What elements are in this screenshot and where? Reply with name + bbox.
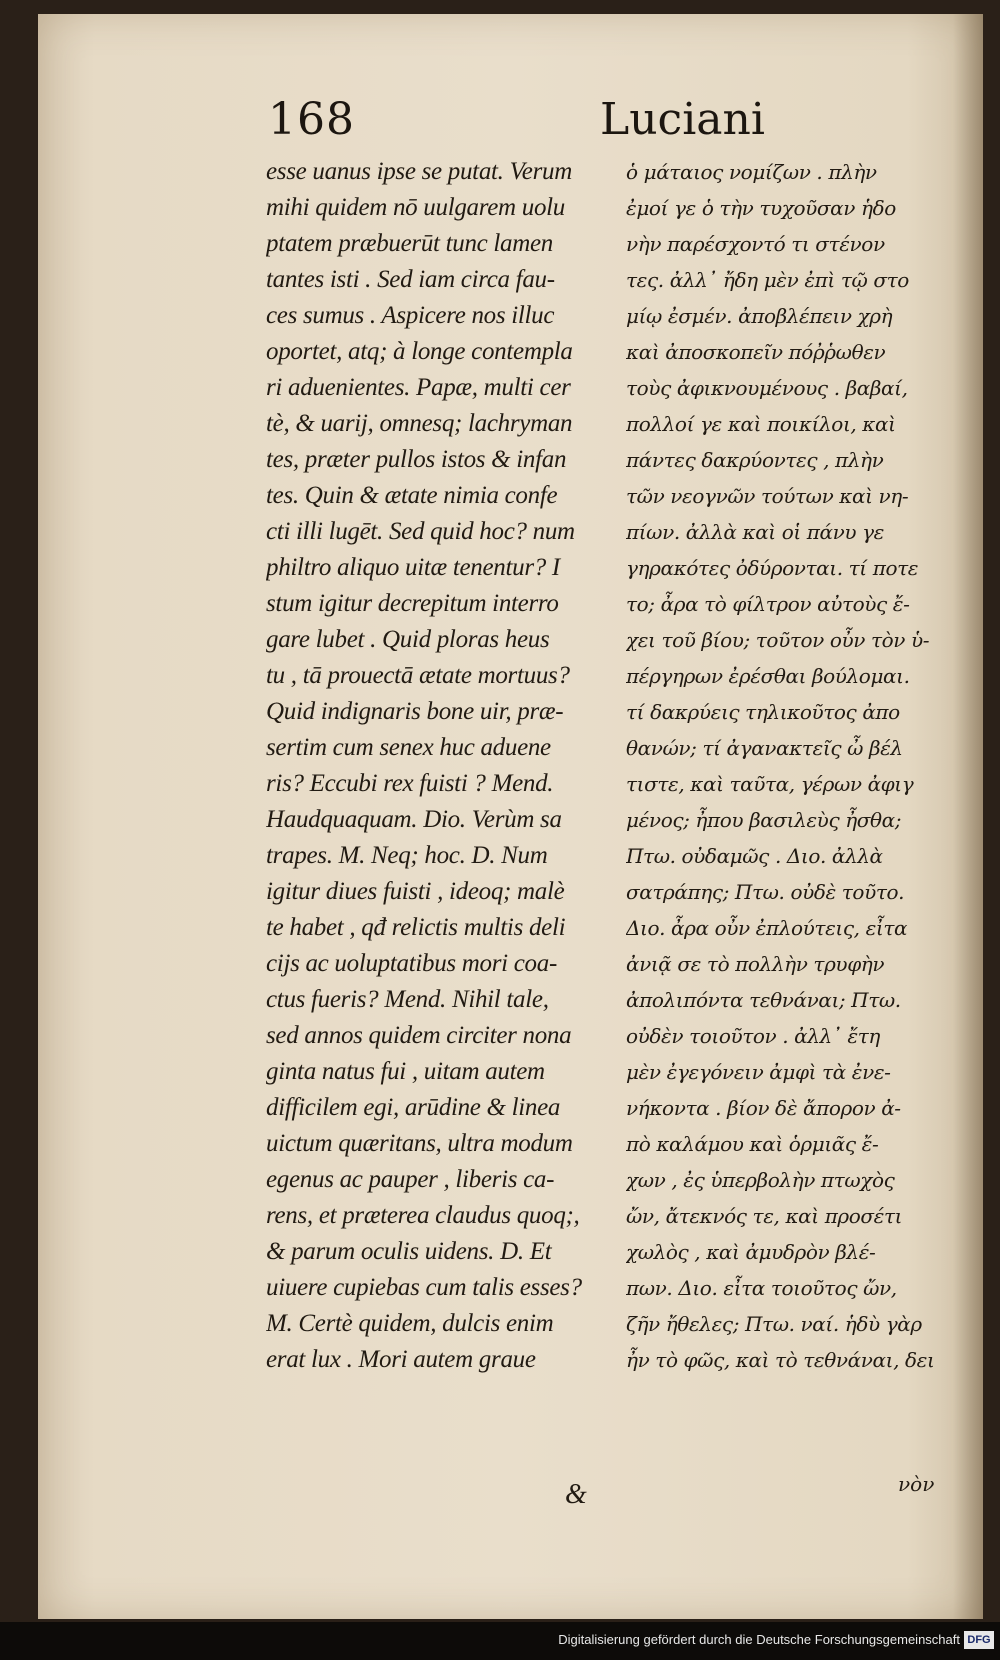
running-title: Luciani xyxy=(600,94,765,145)
text-line: Διο. ἆρα οὖν ἐπλούτεις, εἶτα xyxy=(626,916,908,940)
funding-credit: Digitalisierung gefördert durch die Deutsche Forschungsgemeinschaft xyxy=(558,1632,960,1647)
text-line: θανών; τί ἀγανακτεῖς ὦ βέλ xyxy=(626,736,903,760)
text-line: Haudquaquam. Dio. Verùm sa xyxy=(266,806,562,833)
text-line: M. Certè quidem, dulcis enim xyxy=(266,1310,554,1337)
text-line: μίῳ ἐσμέν. ἀποβλέπειν χρὴ xyxy=(626,304,893,328)
text-line: ptatem præbuerūt tunc lamen xyxy=(266,230,554,257)
text-line: cijs ac uoluptatibus mori coa- xyxy=(266,950,557,977)
text-line: ἀπολιπόντα τεθνάναι; Πτω. xyxy=(626,988,901,1012)
text-line: te habet , qđ relictis multis deli xyxy=(266,914,566,941)
text-line: ctus fueris? Mend. Nihil tale, xyxy=(266,986,549,1013)
text-line: tè, & uarij, omnesq; lachryman xyxy=(266,410,573,437)
text-line: tes, præter pullos istos & infan xyxy=(266,446,567,473)
text-line: ὁ μάταιος νομίζων . πλὴν xyxy=(626,160,877,184)
dfg-logo-icon: DFG xyxy=(964,1631,994,1649)
text-line: τῶν νεογνῶν τούτων καὶ νη- xyxy=(626,484,909,508)
footer-bar xyxy=(0,1622,1000,1660)
text-line: ginta natus fui , uitam autem xyxy=(266,1058,545,1085)
text-line: Quid indignaris bone uir, præ- xyxy=(266,698,564,725)
text-line: χωλὸς , καὶ ἀμυδρὸν βλέ- xyxy=(626,1240,876,1264)
text-line: ζῆν ἤθελες; Πτω. ναί. ἡδὺ γὰρ xyxy=(626,1312,922,1336)
text-line: νήκοντα . βίον δὲ ἄπορον ἀ- xyxy=(626,1096,901,1120)
text-line: mihi quidem nō uulgarem uolu xyxy=(266,194,565,221)
text-line: πέργηρων ἐρέσθαι βούλομαι. xyxy=(626,664,910,688)
text-line: tes. Quin & ætate nimia confe xyxy=(266,482,558,509)
text-line: uictum quæritans, ultra modum xyxy=(266,1130,573,1157)
text-line: Πτω. οὐδαμῶς . Διο. ἀλλὰ xyxy=(626,844,883,868)
text-line: ἀνιᾷ σε τὸ πολλὴν τρυφὴν xyxy=(626,952,885,976)
text-line: sertim cum senex huc aduene xyxy=(266,734,551,761)
catchword-greek: νὸν xyxy=(898,1472,935,1496)
text-line: ἐμοί γε ὁ τὴν τυχοῦσαν ἡδο xyxy=(626,196,896,220)
text-line: cti illi lugēt. Sed quid hoc? num xyxy=(266,518,575,545)
text-line: difficilem egi, arūdine & linea xyxy=(266,1094,561,1121)
text-line: rens, et præterea claudus quoq;, xyxy=(266,1202,580,1229)
page-header xyxy=(38,94,983,154)
latin-text-column xyxy=(266,154,616,1378)
text-line: stum igitur decrepitum interro xyxy=(266,590,559,617)
text-line: ὤν, ἄτεκνός τε, καὶ προσέτι xyxy=(626,1204,903,1228)
page-number: 168 xyxy=(268,94,355,145)
text-line: πάντες δακρύοντες , πλὴν xyxy=(626,448,884,472)
text-line: igitur diues fuisti , ideoq; malè xyxy=(266,878,565,905)
text-line: egenus ac pauper , liberis ca- xyxy=(266,1166,555,1193)
text-line: sed annos quidem circiter nona xyxy=(266,1022,572,1049)
text-line: ces sumus . Aspicere nos illuc xyxy=(266,302,555,329)
text-line: trapes. M. Neq; hoc. D. Num xyxy=(266,842,548,869)
text-line: οὐδὲν τοιοῦτον . ἀλλ᾽ ἔτη xyxy=(626,1024,880,1048)
text-line: tu , tā prouectā ætate mortuus? xyxy=(266,662,570,689)
greek-text-column xyxy=(626,154,966,1378)
text-line: τες. ἀλλ᾽ ἤδη μὲν ἐπὶ τῷ στο xyxy=(626,268,909,292)
text-line: & parum oculis uidens. D. Et xyxy=(266,1238,552,1265)
text-line: ἦν τὸ φῶς, καὶ τὸ τεθνάναι, δει xyxy=(626,1348,935,1372)
text-line: μένος; ἦπου βασιλεὺς ἦσθα; xyxy=(626,808,902,832)
text-line: τιστε, καὶ ταῦτα, γέρων ἀφιγ xyxy=(626,772,914,796)
text-line: μὲν ἐγεγόνειν ἀμφὶ τὰ ἐνε- xyxy=(626,1060,891,1084)
text-line: το; ἆρα τὸ φίλτρον αὐτοὺς ἔ- xyxy=(626,592,910,616)
text-line: τοὺς ἀφικνουμένους . βαβαί, xyxy=(626,376,908,400)
text-line: oportet, atq; à longe contempla xyxy=(266,338,573,365)
text-line: erat lux . Mori autem graue xyxy=(266,1346,536,1373)
text-line: ri aduenientes. Papæ, multi cer xyxy=(266,374,571,401)
catchword-latin: & xyxy=(565,1479,587,1510)
text-line: esse uanus ipse se putat. Verum xyxy=(266,158,572,185)
text-line: καὶ ἀποσκοπεῖν πόῤῥωθεν xyxy=(626,340,886,364)
text-line: ris? Eccubi rex fuisti ? Mend. xyxy=(266,770,554,797)
text-line: philtro aliquo uitæ tenentur? I xyxy=(266,554,560,581)
text-line: πων. Διο. εἶτα τοιοῦτος ὤν, xyxy=(626,1276,897,1300)
text-line: χων , ἐς ὑπερβολὴν πτωχὸς xyxy=(626,1168,895,1192)
text-line: χει τοῦ βίου; τοῦτον οὖν τὸν ὑ- xyxy=(626,628,930,652)
text-line: πολλοί γε καὶ ποικίλοι, καὶ xyxy=(626,412,896,436)
text-line: σατράπης; Πτω. οὐδὲ τοῦτο. xyxy=(626,880,905,904)
text-line: γηρακότες ὀδύρονται. τί ποτε xyxy=(626,556,919,580)
text-line: uiuere cupiebas cum talis esses? xyxy=(266,1274,582,1301)
text-line: gare lubet . Quid ploras heus xyxy=(266,626,550,653)
text-line: tantes isti . Sed iam circa fau- xyxy=(266,266,555,293)
text-line: πίων. ἀλλὰ καὶ οἱ πάνυ γε xyxy=(626,520,884,544)
book-page xyxy=(38,14,983,1619)
text-line: πὸ καλάμου καὶ ὁρμιᾶς ἔ- xyxy=(626,1132,879,1156)
text-line: νὴν παρέσχοντό τι στένον xyxy=(626,232,885,256)
text-line: τί δακρύεις τηλικοῦτος ἀπο xyxy=(626,700,900,724)
